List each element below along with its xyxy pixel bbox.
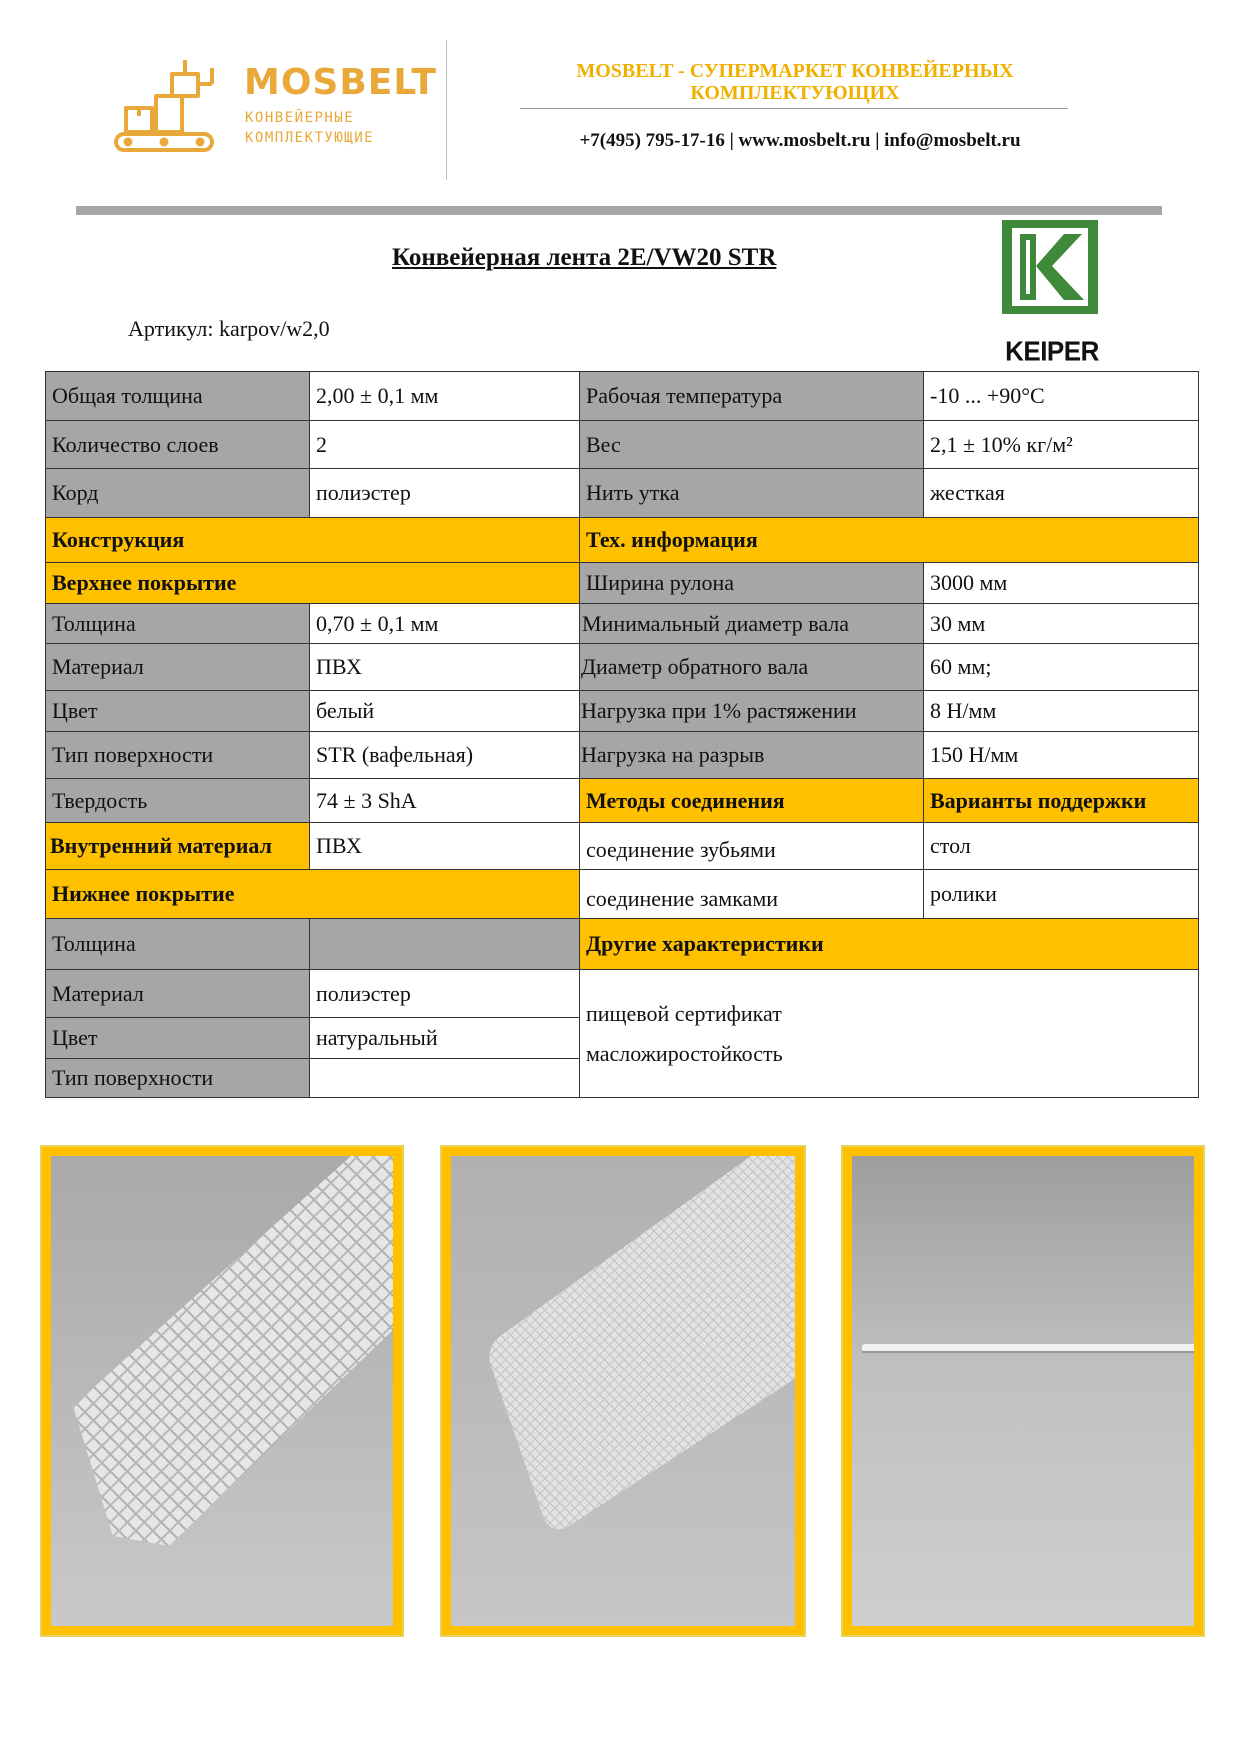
top-thickness-label: Толщина [45, 603, 310, 644]
mosbelt-logo-icon [112, 58, 218, 158]
company-title-line2: КОМПЛЕКТУЮЩИХ [690, 82, 900, 104]
cord-value: полиэстер [309, 468, 580, 518]
bottom-surface-label: Тип поверхности [45, 1058, 310, 1098]
load-1pct-value: 8 Н/мм [923, 690, 1199, 732]
photo-2 [440, 1145, 806, 1637]
top-material-label: Материал [45, 643, 310, 691]
logo-subtitle-1: КОНВЕЙЕРНЫЕ [245, 110, 355, 126]
top-color-value: белый [309, 690, 580, 732]
layers-value: 2 [309, 420, 580, 469]
bottom-color-value: натуральный [309, 1017, 580, 1059]
joining-2: соединение замками [579, 869, 924, 919]
company-title [520, 60, 1070, 104]
document-title: Конвейерная лента 2E/VW20 STR [392, 244, 777, 271]
inner-material-label: Внутренний материал [45, 822, 310, 870]
joining-1: соединение зубьями [579, 822, 924, 870]
work-temp-label: Рабочая температура [579, 371, 924, 421]
top-surface-label: Тип поверхности [45, 731, 310, 779]
cord-label: Корд [45, 468, 310, 518]
reverse-shaft-label: Диаметр обратного вала [579, 643, 924, 691]
weight-value: 2,1 ± 10% кг/м² [923, 420, 1199, 469]
bottom-material-label: Материал [45, 969, 310, 1018]
construction-header: Конструкция [45, 517, 580, 563]
other-characteristics [579, 969, 1199, 1098]
top-thickness-value: 0,70 ± 0,1 мм [309, 603, 580, 644]
photo-3 [841, 1145, 1205, 1637]
company-rule [520, 108, 1068, 109]
total-thickness-value: 2,00 ± 0,1 мм [309, 371, 580, 421]
keiper-label: KEIPER [1005, 335, 1099, 367]
reverse-shaft-value: 60 мм; [923, 643, 1199, 691]
min-shaft-label: Минимальный диаметр вала [579, 603, 924, 644]
keiper-logo [1002, 220, 1098, 314]
weft-label: Нить утка [579, 468, 924, 518]
break-load-label: Нагрузка на разрыв [579, 731, 924, 779]
joining-header: Методы соединения [579, 778, 924, 823]
other-2: масложиростойкость [586, 1040, 783, 1066]
other-header: Другие характеристики [579, 918, 1199, 970]
logo-title: MOSBELT [244, 62, 437, 103]
header-divider [446, 40, 447, 180]
bottom-color-label: Цвет [45, 1017, 310, 1059]
company-title-line1: MOSBELT - СУПЕРМАРКЕТ КОНВЕЙЕРНЫХ [576, 60, 1014, 82]
bottom-thickness-label: Толщина [45, 918, 310, 970]
belt-edge-photo [852, 1156, 1194, 1626]
photo-1 [40, 1145, 404, 1637]
inner-material-value: ПВХ [309, 822, 580, 870]
belt-corner-photo [451, 1156, 795, 1626]
bottom-surface-value [309, 1058, 580, 1098]
top-color-label: Цвет [45, 690, 310, 732]
total-thickness-label: Общая толщина [45, 371, 310, 421]
top-material-value: ПВХ [309, 643, 580, 691]
tech-info-header: Тех. информация [579, 517, 1199, 563]
contacts: +7(495) 795-17-16 | www.mosbelt.ru | info@mosbelt.ru [579, 130, 1021, 151]
load-1pct-label: Нагрузка при 1% растяжении [579, 690, 924, 732]
weft-value: жесткая [923, 468, 1199, 518]
work-temp-value: -10 ... +90°С [923, 371, 1199, 421]
hardness-value: 74 ± 3 ShA [309, 778, 580, 823]
support-1: стол [923, 822, 1199, 870]
min-shaft-value: 30 мм [923, 603, 1199, 644]
top-cover-header: Верхнее покрытие [45, 562, 580, 604]
support-2: ролики [923, 869, 1199, 919]
hardness-label: Твердость [45, 778, 310, 823]
keiper-k-icon [1002, 220, 1098, 314]
logo-subtitle-2: КОМПЛЕКТУЮЩИЕ [245, 130, 375, 146]
layers-label: Количество слоев [45, 420, 310, 469]
belt-top-photo [51, 1156, 393, 1626]
bottom-thickness-value [309, 918, 580, 970]
article-number: Артикул: karpov/w2,0 [128, 316, 330, 341]
top-surface-value: STR (вафельная) [309, 731, 580, 779]
break-load-value: 150 Н/мм [923, 731, 1199, 779]
header-band [76, 206, 1162, 215]
roll-width-label: Ширина рулона [579, 562, 924, 604]
support-header: Варианты поддержки [923, 778, 1199, 823]
bottom-material-value: полиэстер [309, 969, 580, 1018]
weight-label: Вес [579, 420, 924, 469]
roll-width-value: 3000 мм [923, 562, 1199, 604]
other-1: пищевой сертификат [586, 1000, 782, 1026]
bottom-cover-header: Нижнее покрытие [45, 869, 580, 919]
